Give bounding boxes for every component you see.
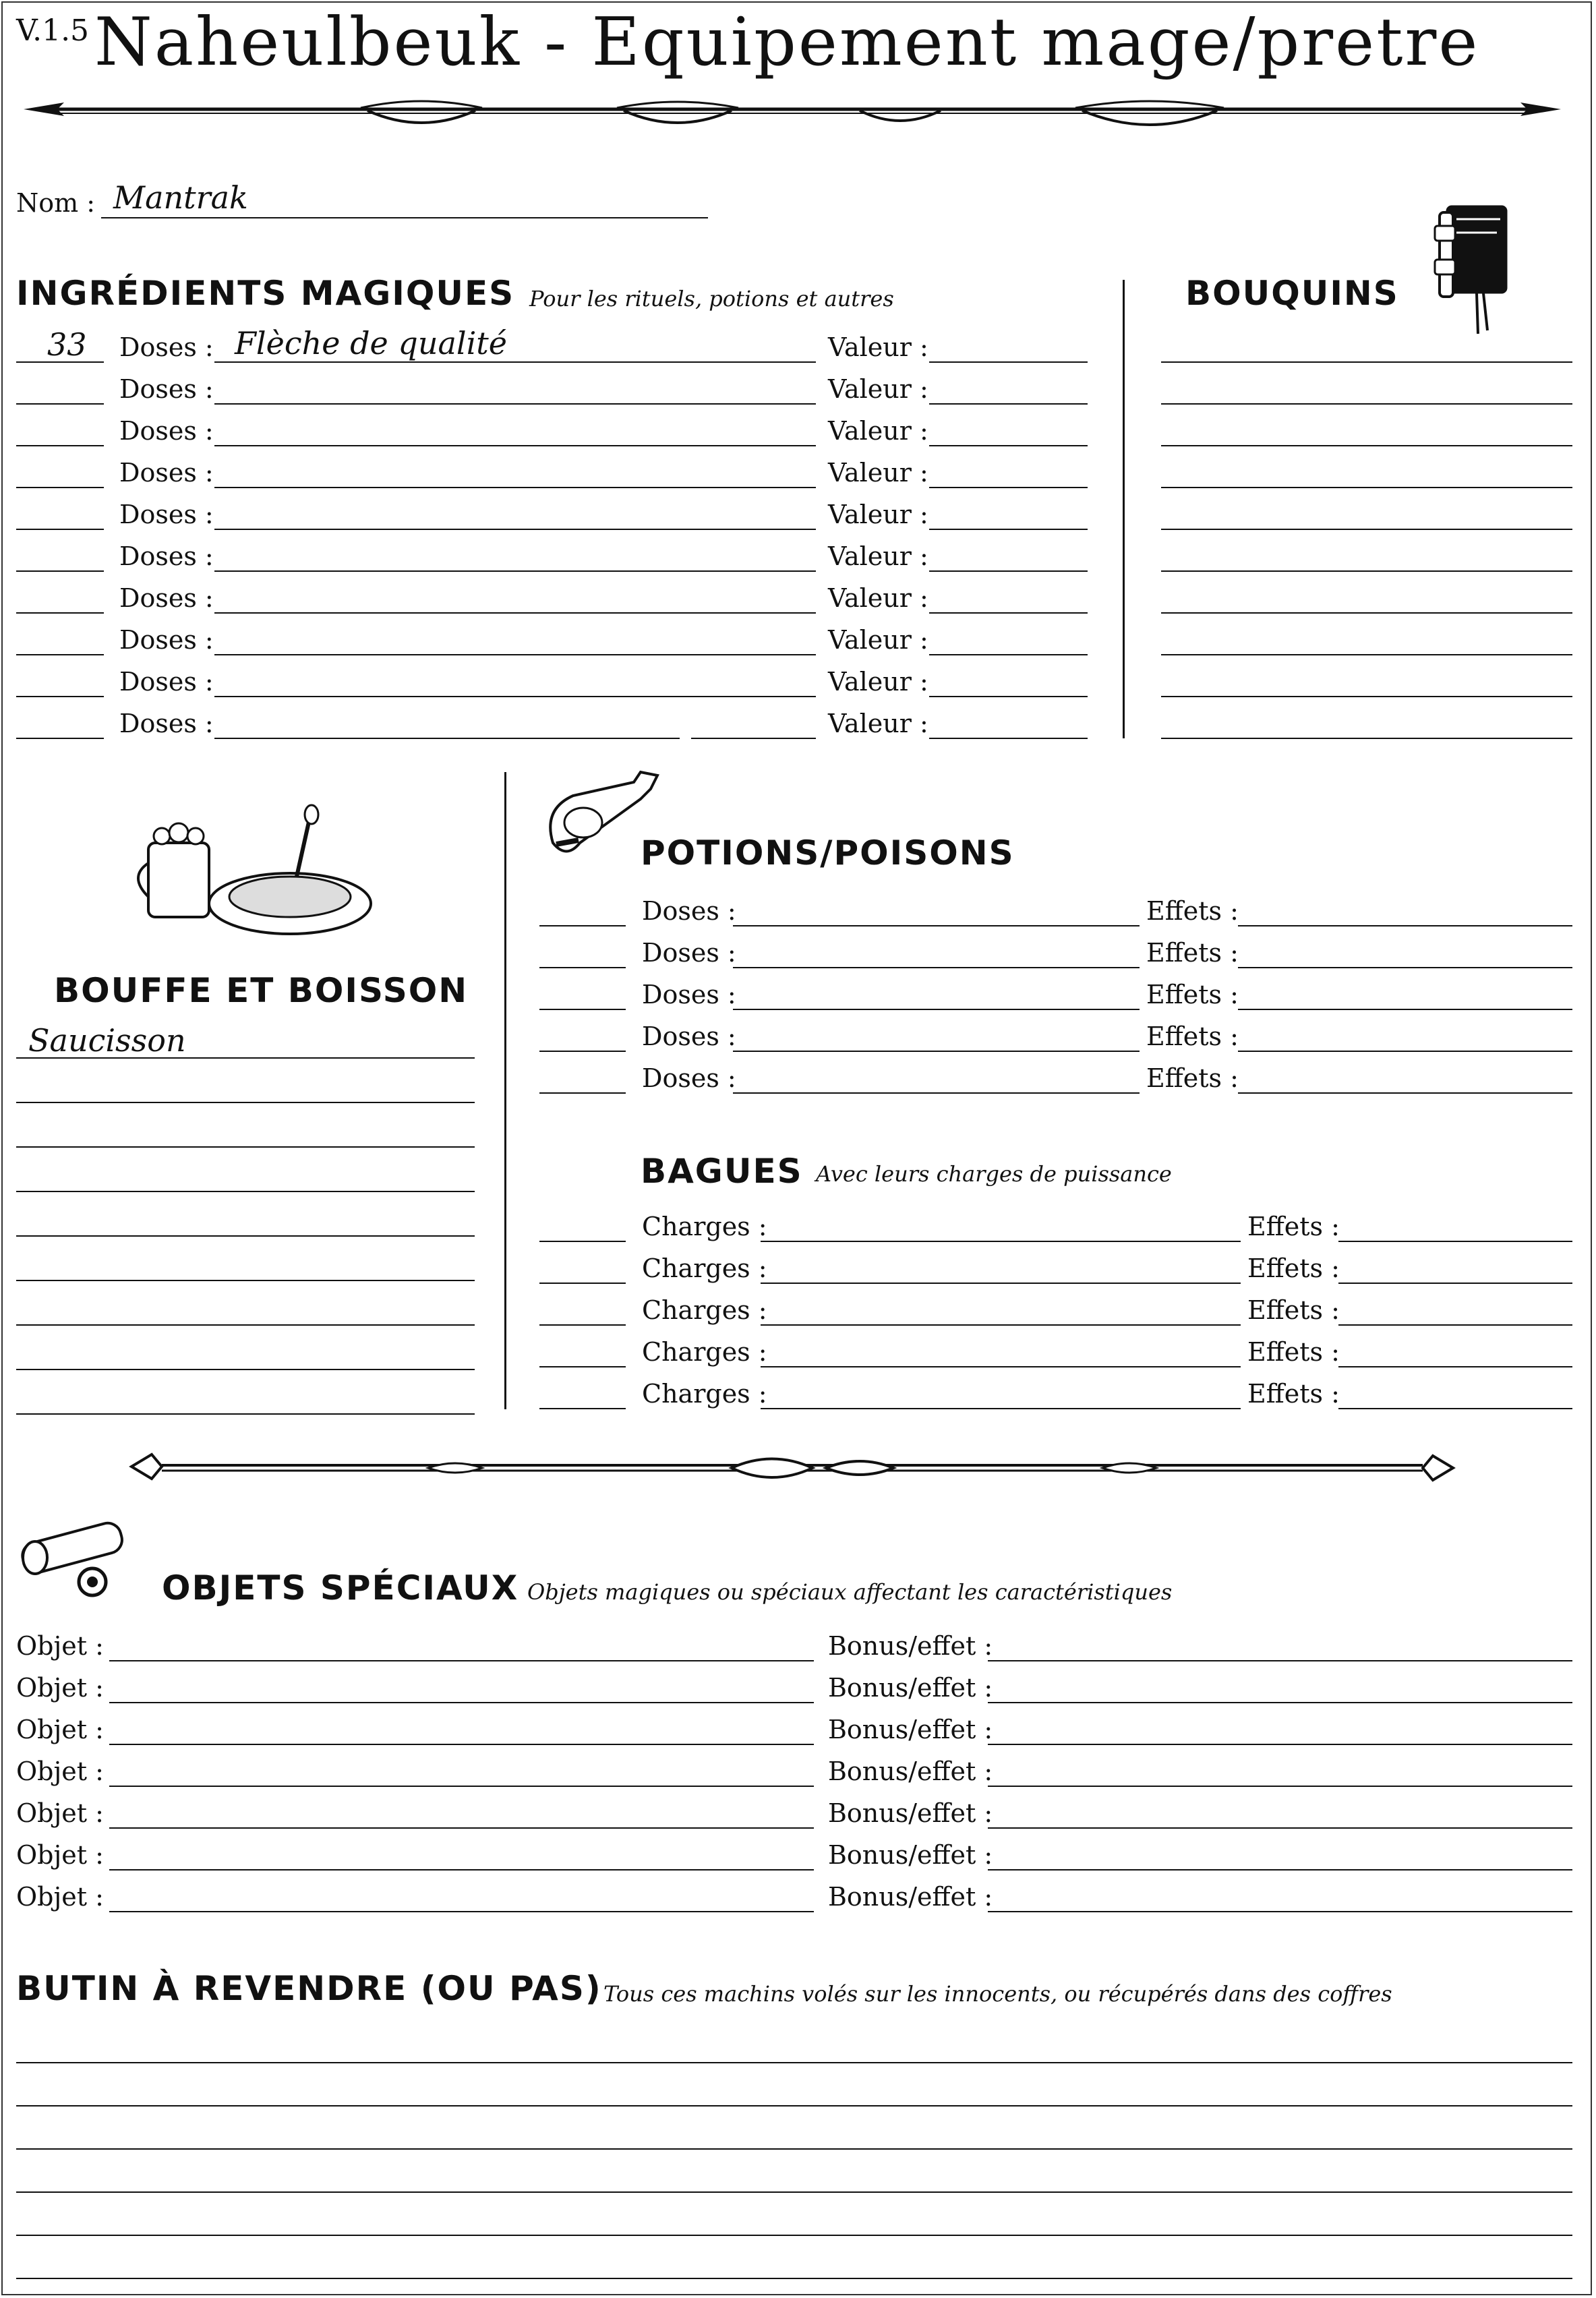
ingredient-value-label: Valeur :	[828, 374, 928, 404]
loot-subtitle: Tous ces machins volés sur les innocents, ou récupérés dans des coffres	[603, 1981, 1392, 2007]
ingredient-qty-line[interactable]	[16, 612, 104, 614]
potion-effects-label: Effets :	[1146, 980, 1239, 1009]
ingredients-subtitle: Pour les rituels, potions et autres	[529, 286, 894, 312]
ingredient-value-line[interactable]	[929, 570, 1088, 572]
special-bonus-label: Bonus/effet :	[828, 1631, 993, 1661]
ingredient-qty-line[interactable]	[16, 529, 104, 530]
ingredient-value-line[interactable]	[929, 445, 1088, 446]
rings-subtitle: Avec leurs charges de puissance	[816, 1161, 1172, 1187]
special-bonus-line[interactable]	[988, 1869, 1572, 1870]
ingredient-value-label: Valeur :	[828, 625, 928, 655]
rings-title: BAGUES	[641, 1152, 803, 1191]
bouquin-line[interactable]	[1161, 696, 1572, 697]
bouquin-line[interactable]	[1161, 529, 1572, 530]
book-icon	[1429, 192, 1517, 341]
special-object-line[interactable]	[109, 1786, 814, 1787]
potion-qty-line[interactable]	[539, 925, 626, 926]
special-object-line[interactable]	[109, 1660, 814, 1661]
ingredient-name-line[interactable]	[214, 570, 816, 572]
ingredient-value-label: Valeur :	[828, 416, 928, 446]
ingredient-value-label: Valeur :	[828, 500, 928, 529]
food-item[interactable]: Saucisson	[28, 1022, 186, 1059]
food-line[interactable]	[16, 1191, 475, 1192]
food-title: BOUFFE ET BOISSON	[54, 971, 469, 1010]
special-object-line[interactable]	[109, 1702, 814, 1703]
ingredient-value-line[interactable]	[929, 403, 1088, 405]
name-line	[101, 217, 708, 218]
ring-charges-label: Charges :	[642, 1337, 767, 1367]
potion-qty-line[interactable]	[539, 1051, 626, 1052]
ingredients-divider	[1123, 280, 1125, 738]
potion-name-line[interactable]	[733, 1009, 1140, 1010]
bouquin-line[interactable]	[1161, 361, 1572, 363]
ring-effects-line[interactable]	[1338, 1241, 1572, 1242]
ingredient-name-line[interactable]	[214, 529, 816, 530]
bouquin-line[interactable]	[1161, 654, 1572, 655]
ring-effects-label: Effets :	[1247, 1337, 1340, 1367]
ingredient-name[interactable]: Flèche de qualité	[235, 325, 508, 361]
loot-line[interactable]	[16, 2148, 1572, 2150]
potion-doses-label: Doses :	[642, 896, 736, 926]
ingredient-name-line[interactable]	[214, 361, 816, 363]
loot-line[interactable]	[16, 2105, 1572, 2106]
ingredient-value-line[interactable]	[929, 612, 1088, 614]
special-object-label: Objet :	[16, 1757, 104, 1786]
special-object-label: Objet :	[16, 1673, 104, 1703]
ring-qty-line[interactable]	[539, 1241, 626, 1242]
ring-effects-label: Effets :	[1247, 1379, 1340, 1409]
special-subtitle: Objets magiques ou spéciaux affectant les caractéristiques	[527, 1579, 1173, 1605]
food-line[interactable]	[16, 1413, 475, 1415]
ring-qty-line[interactable]	[539, 1283, 626, 1284]
potion-effects-label: Effets :	[1146, 938, 1239, 968]
special-bonus-label: Bonus/effet :	[828, 1798, 993, 1828]
bouquins-title: BOUQUINS	[1185, 274, 1399, 313]
potion-effects-line[interactable]	[1238, 925, 1572, 926]
food-line[interactable]	[16, 1324, 475, 1326]
potion-doses-label: Doses :	[642, 980, 736, 1009]
version-label: V.1.5	[16, 13, 90, 48]
special-object-line[interactable]	[109, 1744, 814, 1745]
ring-charges-label: Charges :	[642, 1254, 767, 1283]
special-bonus-label: Bonus/effet :	[828, 1673, 993, 1703]
ingredient-name-line[interactable]	[214, 487, 816, 488]
loot-title: BUTIN À REVENDRE (OU PAS)	[16, 1969, 602, 2008]
potion-doses-label: Doses :	[642, 938, 736, 968]
staff-divider	[125, 1446, 1460, 1494]
ring-qty-line[interactable]	[539, 1324, 626, 1326]
ingredient-value-label: Valeur :	[828, 332, 928, 362]
ring-effects-line[interactable]	[1338, 1283, 1572, 1284]
name-label: Nom :	[16, 188, 96, 218]
bouquin-line[interactable]	[1161, 738, 1572, 739]
ingredient-value-line[interactable]	[929, 654, 1088, 655]
ingredient-value-label: Valeur :	[828, 541, 928, 571]
ingredient-doses-label: Doses :	[119, 583, 214, 613]
ingredient-value-label: Valeur :	[828, 667, 928, 697]
ingredient-doses-label: Doses :	[119, 625, 214, 655]
potion-qty-line[interactable]	[539, 967, 626, 968]
potion-name-line[interactable]	[733, 925, 1140, 926]
potion-qty-line[interactable]	[539, 1009, 626, 1010]
bouquin-line[interactable]	[1161, 570, 1572, 572]
loot-line[interactable]	[16, 2062, 1572, 2063]
special-bonus-line[interactable]	[988, 1660, 1572, 1661]
ingredient-qty-line[interactable]	[16, 403, 104, 405]
special-title: OBJETS SPÉCIAUX	[162, 1568, 519, 1608]
ingredient-doses-label: Doses :	[119, 416, 214, 446]
food-line[interactable]	[16, 1146, 475, 1148]
potion-qty-line[interactable]	[539, 1092, 626, 1094]
ring-qty-line[interactable]	[539, 1366, 626, 1367]
special-object-label: Objet :	[16, 1715, 104, 1744]
special-object-line[interactable]	[109, 1869, 814, 1870]
ring-charges-label: Charges :	[642, 1295, 767, 1325]
ring-effects-label: Effets :	[1247, 1295, 1340, 1325]
ingredient-qty-line[interactable]	[16, 570, 104, 572]
potion-effects-label: Effets :	[1146, 1022, 1239, 1051]
ingredient-name-line[interactable]	[214, 403, 816, 405]
special-bonus-line[interactable]	[988, 1786, 1572, 1787]
ingredient-doses-label: Doses :	[119, 374, 214, 404]
ingredient-value-line[interactable]	[929, 696, 1088, 697]
scroll-ring-icon	[15, 1509, 156, 1603]
potion-effects-line[interactable]	[1238, 1092, 1572, 1094]
ingredient-qty-line[interactable]	[16, 696, 104, 697]
potions-title: POTIONS/POISONS	[641, 833, 1015, 873]
ring-charges-line[interactable]	[761, 1366, 1241, 1367]
ring-charges-line[interactable]	[761, 1324, 1241, 1326]
potion-effects-line[interactable]	[1238, 1009, 1572, 1010]
ingredient-name-line[interactable]	[214, 654, 816, 655]
ring-charges-line[interactable]	[761, 1241, 1241, 1242]
ingredient-name-line[interactable]	[691, 738, 816, 739]
ingredient-value-label: Valeur :	[828, 583, 928, 613]
potion-effects-line[interactable]	[1238, 1051, 1572, 1052]
special-bonus-line[interactable]	[988, 1827, 1572, 1829]
name-value[interactable]: Mantrak	[113, 179, 248, 216]
ingredient-qty-line[interactable]	[16, 654, 104, 655]
special-object-line[interactable]	[109, 1911, 814, 1912]
ring-effects-line[interactable]	[1338, 1408, 1572, 1409]
ingredient-value-label: Valeur :	[828, 709, 928, 738]
ingredient-doses-label: Doses :	[119, 667, 214, 697]
ingredient-qty-line[interactable]	[16, 487, 104, 488]
bouquin-line[interactable]	[1161, 445, 1572, 446]
food-line[interactable]	[16, 1369, 475, 1370]
bouquin-line[interactable]	[1161, 403, 1572, 405]
loot-line[interactable]	[16, 2235, 1572, 2236]
ingredient-qty-line[interactable]	[16, 445, 104, 446]
bouquin-line[interactable]	[1161, 612, 1572, 614]
ingredient-doses-label: Doses :	[119, 458, 214, 488]
ring-effects-label: Effets :	[1247, 1212, 1340, 1241]
ring-charges-line[interactable]	[761, 1408, 1241, 1409]
ingredient-value-line[interactable]	[929, 529, 1088, 530]
special-object-label: Objet :	[16, 1882, 104, 1912]
food-icon	[135, 802, 378, 944]
ingredient-name-line[interactable]	[214, 696, 816, 697]
ingredient-value-label: Valeur :	[828, 458, 928, 488]
ring-effects-label: Effets :	[1247, 1254, 1340, 1283]
special-bonus-label: Bonus/effet :	[828, 1715, 993, 1744]
ring-effects-line[interactable]	[1338, 1324, 1572, 1326]
ring-effects-line[interactable]	[1338, 1366, 1572, 1367]
ingredient-doses-label: Doses :	[119, 709, 214, 738]
special-bonus-label: Bonus/effet :	[828, 1840, 993, 1870]
ingredient-value-line[interactable]	[929, 361, 1088, 363]
potion-name-line[interactable]	[733, 1051, 1140, 1052]
bouquin-line[interactable]	[1161, 487, 1572, 488]
special-bonus-label: Bonus/effet :	[828, 1757, 993, 1786]
food-divider	[504, 772, 506, 1409]
ingredient-doses-label: Doses :	[119, 500, 214, 529]
special-object-label: Objet :	[16, 1840, 104, 1870]
potion-name-line[interactable]	[733, 1092, 1140, 1094]
ring-charges-label: Charges :	[642, 1212, 767, 1241]
special-object-line[interactable]	[109, 1827, 814, 1829]
ingredient-value-line[interactable]	[929, 738, 1088, 739]
potion-effects-label: Effets :	[1146, 896, 1239, 926]
page-title: Naheulbeuk - Equipement mage/pretre	[94, 4, 1480, 81]
ingredient-qty-line[interactable]	[16, 738, 104, 739]
ingredient-name-line[interactable]	[214, 445, 816, 446]
ring-charges-label: Charges :	[642, 1379, 767, 1409]
ingredient-name-line[interactable]	[214, 612, 816, 614]
potion-effects-label: Effets :	[1146, 1063, 1239, 1093]
potion-effects-line[interactable]	[1238, 967, 1572, 968]
food-line[interactable]	[16, 1235, 475, 1237]
ingredient-qty[interactable]: 33	[47, 326, 87, 363]
potion-name-line[interactable]	[733, 967, 1140, 968]
loot-line[interactable]	[16, 2191, 1572, 2193]
ingredient-doses-label: Doses :	[119, 332, 214, 362]
special-bonus-line[interactable]	[988, 1911, 1572, 1912]
ingredients-title: INGRÉDIENTS MAGIQUES	[16, 274, 515, 313]
special-bonus-label: Bonus/effet :	[828, 1882, 993, 1912]
food-line[interactable]	[16, 1280, 475, 1281]
food-line[interactable]	[16, 1102, 475, 1103]
special-bonus-line[interactable]	[988, 1744, 1572, 1745]
spear-divider-top	[17, 88, 1568, 142]
special-object-label: Objet :	[16, 1631, 104, 1661]
potion-doses-label: Doses :	[642, 1063, 736, 1093]
ring-qty-line[interactable]	[539, 1408, 626, 1409]
ingredient-name-line[interactable]	[214, 738, 680, 739]
special-object-label: Objet :	[16, 1798, 104, 1828]
ingredient-value-line[interactable]	[929, 487, 1088, 488]
special-bonus-line[interactable]	[988, 1702, 1572, 1703]
potion-doses-label: Doses :	[642, 1022, 736, 1051]
loot-line[interactable]	[16, 2278, 1572, 2279]
ingredient-doses-label: Doses :	[119, 541, 214, 571]
ring-charges-line[interactable]	[761, 1283, 1241, 1284]
